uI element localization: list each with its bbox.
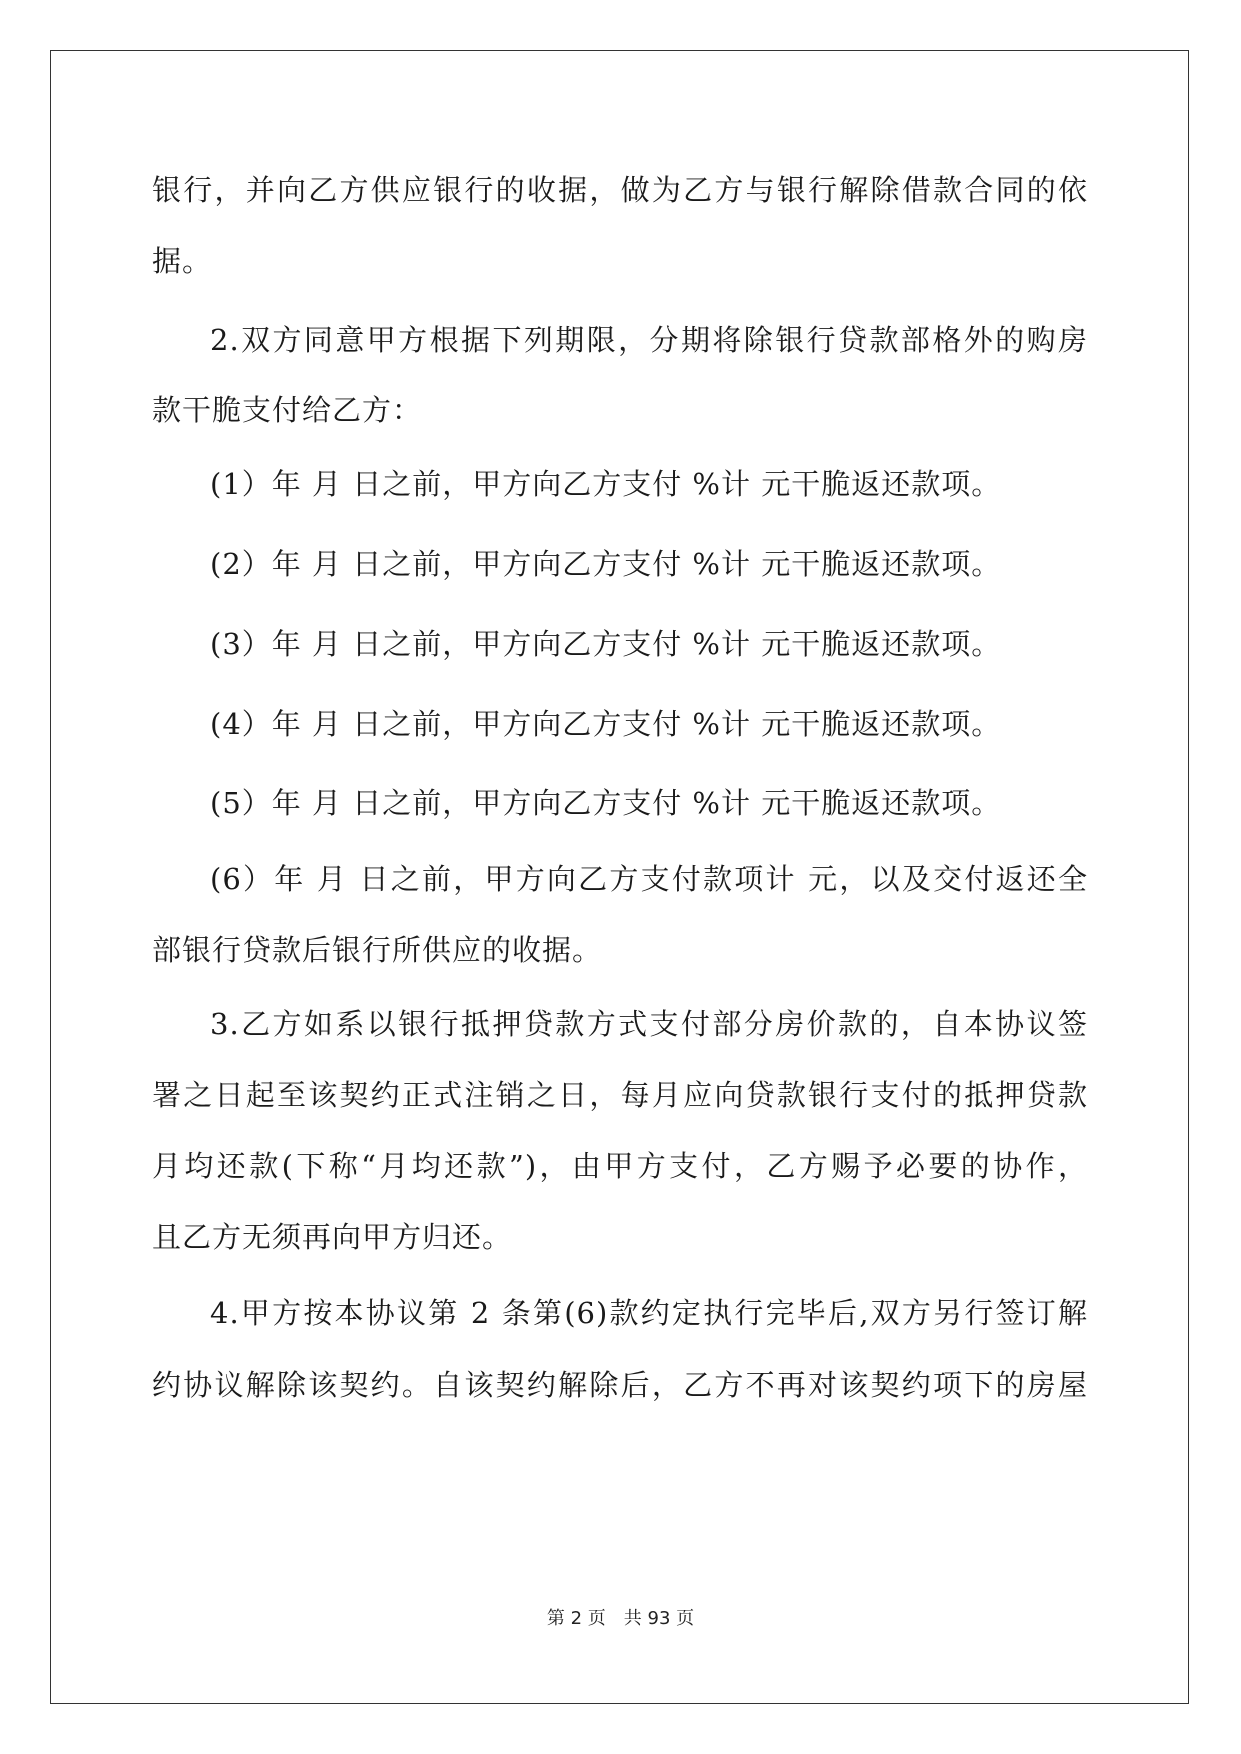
paragraph-line: 款干脆支付给乙方： — [152, 393, 423, 427]
list-item: (5）年 月 日之前，甲方向乙方支付 %计 元干脆返还款项。 — [210, 786, 1002, 820]
list-item: (3）年 月 日之前，甲方向乙方支付 %计 元干脆返还款项。 — [210, 627, 1002, 661]
paragraph-line: 部银行贷款后银行所供应的收据。 — [152, 933, 603, 967]
paragraph-line: 署之日起至该契约正式注销之日，每月应向贷款银行支付的抵押贷款 — [152, 1078, 1088, 1112]
paragraph-line: 据。 — [152, 244, 213, 278]
list-item: (2）年 月 日之前，甲方向乙方支付 %计 元干脆返还款项。 — [210, 547, 1002, 581]
paragraph-line: 3.乙方如系以银行抵押贷款方式支付部分房价款的，自本协议签 — [210, 1007, 1088, 1041]
paragraph-line: 2.双方同意甲方根据下列期限，分期将除银行贷款部格外的购房 — [210, 323, 1088, 357]
list-item: (4）年 月 日之前，甲方向乙方支付 %计 元干脆返还款项。 — [210, 707, 1002, 741]
paragraph-line: 月均还款(下称“月均还款”)，由甲方支付，乙方赐予必要的协作， — [152, 1149, 1088, 1183]
list-item: (1）年 月 日之前，甲方向乙方支付 %计 元干脆返还款项。 — [210, 467, 1002, 501]
paragraph-line: 4.甲方按本协议第 2 条第(6)款约定执行完毕后,双方另行签订解 — [210, 1296, 1088, 1330]
page-number: 第 2 页 共 93 页 — [546, 1608, 695, 1629]
paragraph-line: 银行，并向乙方供应银行的收据，做为乙方与银行解除借款合同的依 — [152, 173, 1088, 207]
paragraph-line: 约协议解除该契约。自该契约解除后，乙方不再对该契约项下的房屋 — [152, 1368, 1088, 1402]
paragraph-line: 且乙方无须再向甲方归还。 — [152, 1220, 513, 1254]
list-item: (6）年 月 日之前，甲方向乙方支付款项计 元，以及交付返还全 — [210, 862, 1088, 896]
